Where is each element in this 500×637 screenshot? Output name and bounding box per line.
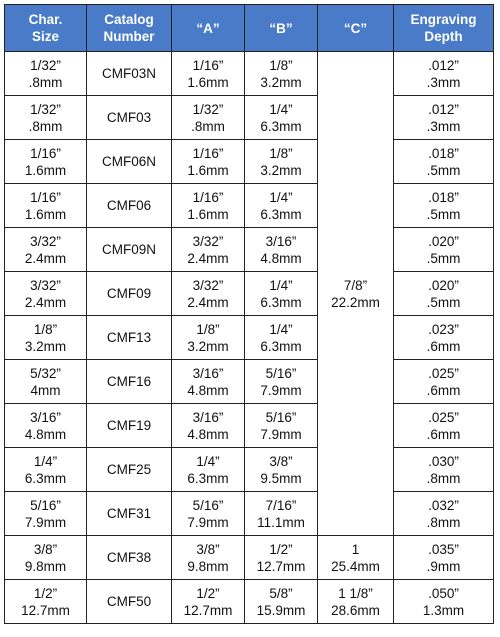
cell-a-line: 9.8mm [187, 558, 229, 574]
table-row [5, 52, 494, 96]
cell-engraving-depth-line: .030” [428, 453, 459, 469]
cell-b-line: 3/8” [269, 453, 293, 469]
cell-c-line: 28.6mm [331, 602, 380, 618]
cell-a-line: 1/16” [192, 189, 224, 205]
cell-char-size-line: 3/32” [30, 277, 61, 293]
cell-catalog-number: CMF03N [87, 52, 172, 96]
cell-char-size-line: 12.7mm [21, 602, 70, 618]
cell-char-size-line: 1.6mm [24, 206, 67, 222]
cell-a-line: 1/8” [196, 321, 220, 337]
cell-c-line: 1 [351, 541, 360, 557]
cell-a-line: .8mm [191, 118, 225, 134]
cell-a [172, 96, 245, 140]
cell-char-size [5, 360, 87, 404]
cell-engraving-depth-line: .025” [428, 409, 459, 425]
cell-char-size [5, 272, 87, 316]
cell-engraving-depth-line: .025” [428, 365, 459, 381]
cell-b-line: 6.3mm [260, 338, 302, 354]
cell-b-line: 9.5mm [260, 470, 302, 486]
cell-a-line: 7.9mm [187, 514, 229, 530]
cell-a-line: 4.8mm [187, 382, 229, 398]
cell-char-size-line: 6.3mm [24, 470, 67, 486]
cell-b [245, 272, 318, 316]
cell-b-line: 1/8” [269, 57, 293, 73]
cell-a [172, 448, 245, 492]
cell-a-line: 3/16” [192, 365, 224, 381]
cell-c-line: 1 1/8” [338, 585, 373, 601]
cell-engraving-depth-line: 1.3mm [422, 602, 465, 618]
table-body [5, 52, 494, 624]
cell-a-line: 3/32” [192, 277, 224, 293]
cell-a [172, 360, 245, 404]
cell-b-line: 1/8” [269, 145, 293, 161]
cell-a-line: 1.6mm [187, 206, 229, 222]
cell-engraving-depth-line: .012” [428, 57, 459, 73]
cell-b-line: 1/4” [269, 277, 293, 293]
cell-engraving-depth-line: .020” [428, 277, 459, 293]
cell-b-line: 3.2mm [260, 162, 302, 178]
cell-engraving-depth [394, 536, 494, 580]
engraving-spec-table [4, 4, 494, 624]
cell-engraving-depth-line: .035” [428, 541, 459, 557]
cell-catalog-number: CMF19 [87, 404, 172, 448]
cell-char-size-line: 5/32” [30, 365, 61, 381]
table-row [5, 184, 494, 228]
cell-a-line: 3/32” [192, 233, 224, 249]
table-row [5, 272, 494, 316]
cell-b-line: 5/16” [265, 409, 297, 425]
cell-char-size-line: 1/8” [33, 321, 58, 337]
cell-char-size-line: 1/32” [30, 57, 61, 73]
cell-catalog-number: CMF03 [87, 96, 172, 140]
cell-engraving-depth-line: .6mm [426, 426, 461, 442]
header-catalog-number [87, 5, 172, 52]
cell-char-size-line: 2.4mm [24, 294, 67, 310]
cell-char-size [5, 228, 87, 272]
cell-b [245, 536, 318, 580]
cell-char-size-line: 1/32” [30, 101, 61, 117]
header-b-line: “B” [269, 20, 293, 36]
cell-b-line: 7/16” [265, 497, 297, 513]
table-row [5, 316, 494, 360]
table-row [5, 448, 494, 492]
cell-a [172, 580, 245, 624]
header-a [172, 5, 245, 52]
table-row [5, 228, 494, 272]
cell-char-size-line: 9.8mm [24, 558, 67, 574]
cell-char-size-line: 1/4” [33, 453, 58, 469]
cell-c-merged-line: 22.2mm [331, 294, 380, 310]
cell-engraving-depth-line: .9mm [426, 558, 461, 574]
cell-catalog-number: CMF13 [87, 316, 172, 360]
cell-a-line: 1/2” [196, 585, 220, 601]
table-row [5, 96, 494, 140]
header-catalog-number-line: Catalog [104, 12, 154, 27]
cell-engraving-depth-line: .3mm [426, 74, 461, 90]
cell-b-line: 15.9mm [256, 602, 306, 618]
header-engraving-depth-line: Depth [424, 29, 463, 44]
cell-a-line: 5/16” [192, 497, 224, 513]
cell-char-size [5, 448, 87, 492]
cell-b-line: 12.7mm [256, 558, 306, 574]
cell-engraving-depth-line: .6mm [426, 382, 461, 398]
cell-char-size-line: 4.8mm [24, 426, 67, 442]
cell-engraving-depth [394, 404, 494, 448]
cell-engraving-depth-line: .018” [428, 189, 459, 205]
header-char-size [5, 5, 87, 52]
table-row [5, 536, 494, 580]
header-c-line: “C” [343, 20, 368, 36]
cell-a-line: 3.2mm [187, 338, 229, 354]
cell-catalog-number: CMF06 [87, 184, 172, 228]
header-row [5, 5, 494, 52]
cell-a-line: 6.3mm [187, 470, 229, 486]
cell-engraving-depth-line: .6mm [426, 338, 461, 354]
cell-char-size-line: 1/16” [30, 189, 61, 205]
cell-char-size-line: 3/32” [30, 233, 61, 249]
cell-engraving-depth [394, 316, 494, 360]
cell-b-line: 7.9mm [260, 426, 302, 442]
cell-engraving-depth-line: .032” [428, 497, 459, 513]
cell-engraving-depth-line: .018” [428, 145, 459, 161]
cell-a [172, 228, 245, 272]
header-a-line: “A” [196, 20, 220, 36]
cell-engraving-depth [394, 96, 494, 140]
cell-catalog-number: CMF50 [87, 580, 172, 624]
cell-engraving-depth-line: .5mm [426, 294, 461, 310]
cell-a-line: 12.7mm [183, 602, 233, 618]
cell-engraving-depth-line: .5mm [426, 250, 461, 266]
cell-a [172, 184, 245, 228]
cell-b [245, 580, 318, 624]
cell-b-line: 7.9mm [260, 382, 302, 398]
cell-engraving-depth [394, 184, 494, 228]
cell-a-line: 1/16” [192, 57, 224, 73]
cell-catalog-number: CMF38 [87, 536, 172, 580]
cell-b [245, 140, 318, 184]
cell-b [245, 184, 318, 228]
cell-b [245, 52, 318, 96]
cell-a-line: 3/16” [192, 409, 224, 425]
cell-a [172, 316, 245, 360]
cell-engraving-depth [394, 52, 494, 96]
cell-char-size-line: 1.6mm [24, 162, 67, 178]
cell-catalog-number: CMF25 [87, 448, 172, 492]
cell-engraving-depth [394, 492, 494, 536]
cell-b [245, 404, 318, 448]
cell-a [172, 492, 245, 536]
cell-engraving-depth-line: .050” [428, 585, 459, 601]
cell-engraving-depth-line: .023” [428, 321, 459, 337]
cell-char-size [5, 140, 87, 184]
cell-char-size [5, 492, 87, 536]
cell-char-size [5, 536, 87, 580]
header-char-size-line: Char. [28, 12, 63, 27]
cell-b-line: 1/4” [269, 101, 293, 117]
cell-engraving-depth-line: .5mm [426, 162, 461, 178]
cell-b-line: 4.8mm [260, 250, 302, 266]
cell-c-merged-line: 7/8” [343, 277, 368, 293]
cell-b-line: 11.1mm [257, 514, 305, 530]
cell-c [318, 580, 394, 624]
cell-char-size-line: 2.4mm [24, 250, 67, 266]
cell-engraving-depth [394, 228, 494, 272]
cell-char-size-line: .8mm [28, 74, 63, 90]
cell-c-merged [318, 52, 394, 536]
cell-a-line: 4.8mm [187, 426, 229, 442]
cell-char-size [5, 580, 87, 624]
cell-b-line: 6.3mm [260, 206, 302, 222]
cell-catalog-number: CMF31 [87, 492, 172, 536]
cell-char-size-line: 1/16” [30, 145, 61, 161]
cell-b [245, 96, 318, 140]
cell-char-size-line: 4mm [30, 382, 61, 398]
cell-b-line: 1/2” [269, 541, 293, 557]
cell-engraving-depth-line: .8mm [426, 514, 461, 530]
cell-a-line: 1.6mm [187, 162, 229, 178]
spec-table-wrapper [4, 4, 493, 624]
cell-b-line: 1/4” [269, 189, 293, 205]
cell-catalog-number: CMF09 [87, 272, 172, 316]
cell-a [172, 272, 245, 316]
header-c [318, 5, 394, 52]
table-row [5, 492, 494, 536]
cell-b [245, 228, 318, 272]
table-row [5, 360, 494, 404]
cell-char-size-line: .8mm [28, 118, 63, 134]
cell-char-size-line: 3/16” [30, 409, 61, 425]
cell-a-line: 2.4mm [187, 250, 229, 266]
cell-a [172, 536, 245, 580]
cell-b [245, 492, 318, 536]
cell-catalog-number: CMF06N [87, 140, 172, 184]
cell-char-size [5, 184, 87, 228]
cell-char-size [5, 96, 87, 140]
cell-a-line: 3/8” [196, 541, 220, 557]
cell-b-line: 6.3mm [260, 118, 302, 134]
header-engraving-depth-line: Engraving [410, 12, 477, 27]
cell-char-size [5, 52, 87, 96]
cell-b-line: 3.2mm [260, 74, 302, 90]
header-char-size-line: Size [31, 29, 59, 44]
cell-b [245, 360, 318, 404]
cell-c [318, 536, 394, 580]
table-row [5, 140, 494, 184]
cell-a-line: 2.4mm [187, 294, 229, 310]
cell-engraving-depth-line: .5mm [426, 206, 461, 222]
table-row [5, 404, 494, 448]
cell-char-size-line: 3/8” [33, 541, 58, 557]
cell-b-line: 5/16” [265, 365, 297, 381]
cell-catalog-number: CMF16 [87, 360, 172, 404]
cell-a-line: 1/32” [192, 101, 224, 117]
cell-b-line: 6.3mm [260, 294, 302, 310]
cell-engraving-depth [394, 272, 494, 316]
cell-char-size [5, 316, 87, 360]
header-b [245, 5, 318, 52]
header-catalog-number-line: Number [103, 29, 155, 44]
cell-a-line: 1/4” [196, 453, 220, 469]
cell-char-size-line: 1/2” [33, 585, 58, 601]
cell-engraving-depth-line: .8mm [426, 470, 461, 486]
cell-b-line: 3/16” [265, 233, 297, 249]
cell-char-size-line: 5/16” [30, 497, 61, 513]
cell-engraving-depth [394, 580, 494, 624]
cell-char-size-line: 7.9mm [24, 514, 67, 530]
cell-a [172, 52, 245, 96]
cell-a-line: 1/16” [192, 145, 224, 161]
cell-engraving-depth-line: .020” [428, 233, 459, 249]
cell-c-line: 25.4mm [331, 558, 380, 574]
cell-b [245, 316, 318, 360]
table-row [5, 580, 494, 624]
cell-engraving-depth-line: .3mm [426, 118, 461, 134]
cell-a [172, 404, 245, 448]
cell-engraving-depth [394, 448, 494, 492]
cell-engraving-depth-line: .012” [428, 101, 459, 117]
cell-char-size [5, 404, 87, 448]
cell-a-line: 1.6mm [187, 74, 229, 90]
cell-b-line: 1/4” [269, 321, 293, 337]
cell-b [245, 448, 318, 492]
cell-engraving-depth [394, 140, 494, 184]
cell-char-size-line: 3.2mm [24, 338, 67, 354]
header-engraving-depth [394, 5, 494, 52]
cell-catalog-number: CMF09N [87, 228, 172, 272]
cell-a [172, 140, 245, 184]
cell-b-line: 5/8” [269, 585, 293, 601]
cell-engraving-depth [394, 360, 494, 404]
